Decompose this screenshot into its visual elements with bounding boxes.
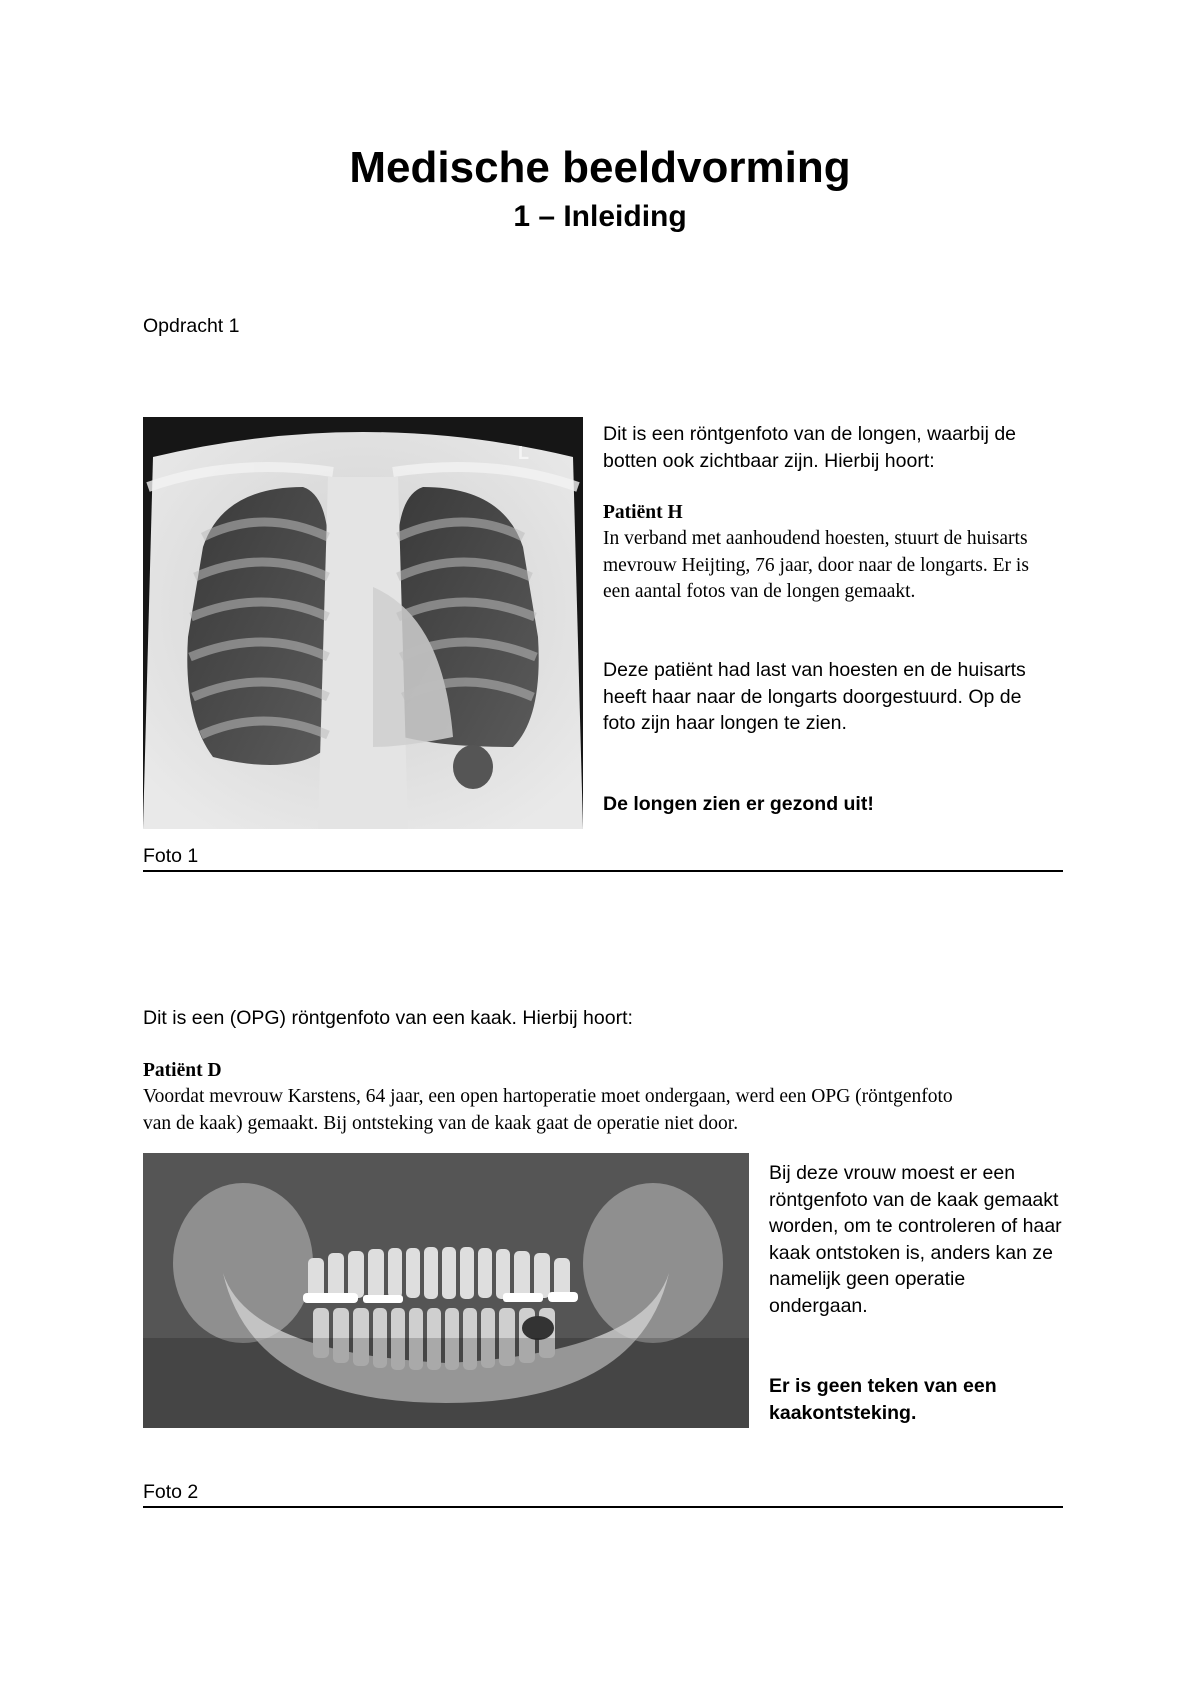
page-title: Medische beeldvorming xyxy=(349,143,851,192)
chest-xray-graphic xyxy=(143,417,583,829)
page-subtitle: 1 – Inleiding xyxy=(513,200,687,233)
patient-h-label: Patiënt H xyxy=(603,502,683,523)
xray-side-marker: L xyxy=(518,443,529,463)
section-divider-1 xyxy=(143,870,1063,872)
photo2-caption: Foto 2 xyxy=(143,1481,199,1503)
chest-xray-image xyxy=(143,417,583,829)
section-divider-2 xyxy=(143,1506,1063,1508)
patient-d-text: Voordat mevrouw Karstens, 64 jaar, een open hartoperatie moet ondergaan, werd een OPG (röntgenfoto van de kaak) gemaakt. Bij ontsteking van de kaak gaat de operatie niet door. xyxy=(143,1086,953,1134)
jaw-xray-graphic xyxy=(143,1153,749,1428)
assignment-heading: Opdracht 1 xyxy=(143,315,240,337)
xray1-intro-text: Dit is een röntgenfoto van de longen, waarbij de botten ook zichtbaar zijn. Hierbij hoort: xyxy=(603,423,1017,472)
xray2-conclusion: Er is geen teken van een kaakontsteking. xyxy=(769,1375,997,1424)
jaw-opg-image xyxy=(143,1153,749,1428)
xray2-explanation: Bij deze vrouw moest er een röntgenfoto van de kaak gemaakt worden, om te controleren of haar kaak ontstoken is, anders kan ze namelijk geen operatie ondergaan. xyxy=(769,1162,1062,1317)
xray1-conclusion: De longen zien er gezond uit! xyxy=(603,793,874,815)
xray1-explanation: Deze patiënt had last van hoesten en de huisarts heeft haar naar de longarts doorgestuurd. Op de foto zijn haar longen te zien. xyxy=(603,659,1026,734)
patient-h-text: In verband met aanhoudend hoesten, stuurt de huisarts mevrouw Heijting, 76 jaar, door naar de longarts. Er is een aantal fotos van de longen gemaakt. xyxy=(603,528,1029,602)
photo1-caption: Foto 1 xyxy=(143,845,199,867)
patient-d-label: Patiënt D xyxy=(143,1060,222,1081)
xray2-intro-text: Dit is een (OPG) röntgenfoto van een kaak. Hierbij hoort: xyxy=(143,1007,633,1029)
